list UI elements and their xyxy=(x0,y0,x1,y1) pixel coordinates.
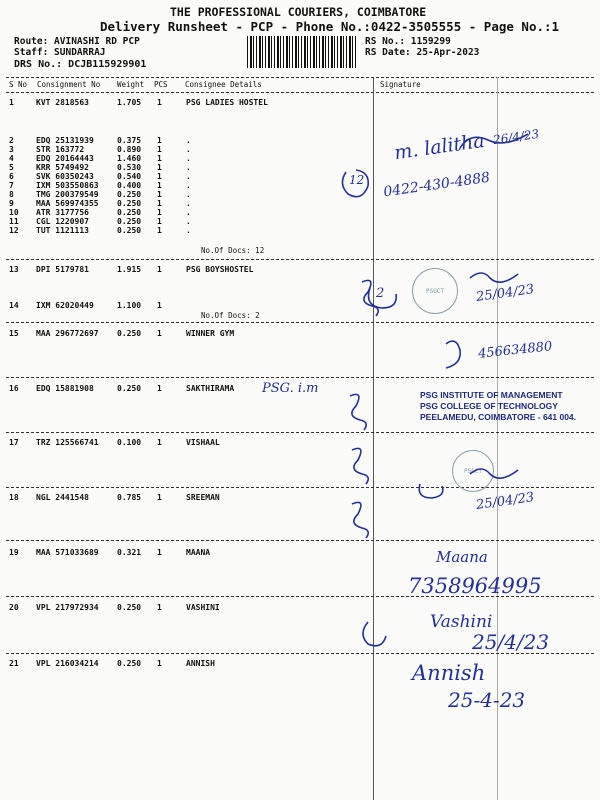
institution-stamp xyxy=(420,390,576,423)
row-pieces: 1 xyxy=(157,265,162,274)
row-consignee: SAKTHIRAMA xyxy=(186,384,235,393)
row-pieces: 1 xyxy=(157,217,162,226)
row-weight: 0.100 xyxy=(117,438,142,447)
row-serial-number: 8 xyxy=(9,190,14,199)
row-consignee-ditto: . xyxy=(186,226,191,235)
signature-phone-1: 0422-430-4888 xyxy=(382,169,492,201)
row-consignment-number: MAA 571033689 xyxy=(36,548,99,557)
row-weight: 0.250 xyxy=(117,384,142,393)
row-consignment-number: EDQ 20164443 xyxy=(36,154,94,163)
row-serial-number: 4 xyxy=(9,154,14,163)
signature-mark-3 xyxy=(446,341,460,368)
row-weight: 0.540 xyxy=(117,172,142,181)
college-seal-icon xyxy=(412,268,458,314)
row-consignee-ditto: . xyxy=(186,199,191,208)
signature-name-6: Maana xyxy=(436,548,488,566)
company-title: THE PROFESSIONAL COURIERS, COIMBATORE xyxy=(170,5,427,19)
row-consignee-ditto: . xyxy=(186,190,191,199)
row-serial-number: 3 xyxy=(9,145,14,154)
signature-count-2: 2 xyxy=(376,286,385,301)
docs-count: No.Of Docs: 2 xyxy=(201,311,260,320)
row-weight: 0.250 xyxy=(117,329,142,338)
row-weight: 0.250 xyxy=(117,226,142,235)
row-consignee: ANNISH xyxy=(186,659,215,668)
row-pieces: 1 xyxy=(157,98,162,107)
stamp-line-1: PSG INSTITUTE OF MANAGEMENT xyxy=(420,390,563,400)
row-weight: 0.400 xyxy=(117,181,142,190)
signature-brace-4 xyxy=(350,394,366,430)
group-separator xyxy=(6,540,594,541)
row-consignee-ditto: . xyxy=(186,172,191,181)
row-consignment-number: CGL 1220907 xyxy=(36,217,89,226)
row-pieces: 1 xyxy=(157,384,162,393)
rs-number: RS No.: 1159299 xyxy=(365,36,451,47)
row-serial-number: 21 xyxy=(9,659,19,668)
seal-text: PSGCT xyxy=(463,467,483,475)
col-signature: Signature xyxy=(380,80,421,89)
row-consignment-number: STR 163772 xyxy=(36,145,85,154)
row-weight: 0.250 xyxy=(117,208,142,217)
row-consignment-number: NGL 2441548 xyxy=(36,493,89,502)
row-serial-number: 16 xyxy=(9,384,19,393)
row-consignee: PSG LADIES HOSTEL xyxy=(186,98,268,107)
row-serial-number: 15 xyxy=(9,329,19,338)
group-separator xyxy=(6,487,594,488)
signature-name-4: PSG. i.m xyxy=(262,381,319,396)
row-weight: 1.915 xyxy=(117,265,142,274)
signature-phone-3: 456634880 xyxy=(477,339,554,362)
signature-column-divider xyxy=(373,77,374,800)
row-consignment-number: KVT 2818563 xyxy=(36,98,89,107)
row-consignment-number: VPL 217972934 xyxy=(36,603,99,612)
row-pieces: 1 xyxy=(157,181,162,190)
drs-number: DRS No.: DCJB115929901 xyxy=(14,59,147,70)
row-serial-number: 17 xyxy=(9,438,19,447)
row-weight: 0.250 xyxy=(117,217,142,226)
college-seal-icon xyxy=(452,450,494,492)
row-serial-number: 19 xyxy=(9,548,19,557)
row-consignment-number: SVK 60350243 xyxy=(36,172,94,181)
row-pieces: 1 xyxy=(157,154,162,163)
row-pieces: 1 xyxy=(157,199,162,208)
row-weight: 1.100 xyxy=(117,301,142,310)
row-serial-number: 18 xyxy=(9,493,19,502)
row-weight: 0.375 xyxy=(117,136,142,145)
signature-scribble-2 xyxy=(470,273,518,282)
row-consignment-number: MAA 296772697 xyxy=(36,329,99,338)
row-serial-number: 6 xyxy=(9,172,14,181)
row-consignment-number: VPL 216034214 xyxy=(36,659,99,668)
row-weight: 0.785 xyxy=(117,493,142,502)
row-consignment-number: TMG 200379549 xyxy=(36,190,99,199)
group-separator xyxy=(6,432,594,433)
row-weight: 0.250 xyxy=(117,199,142,208)
row-weight: 0.250 xyxy=(117,603,142,612)
row-pieces: 1 xyxy=(157,438,162,447)
header-rule-top xyxy=(6,77,594,78)
row-weight: 0.250 xyxy=(117,659,142,668)
stamp-line-3: PEELAMEDU, COIMBATORE - 641 004. xyxy=(420,412,577,422)
row-serial-number: 2 xyxy=(9,136,14,145)
row-pieces: 1 xyxy=(157,145,162,154)
row-pieces: 1 xyxy=(157,163,162,172)
header-rule-bottom xyxy=(6,92,594,93)
route-label: Route: AVINASHI RD PCP xyxy=(14,36,140,47)
row-serial-number: 12 xyxy=(9,226,19,235)
col-consignee: Consignee Details xyxy=(185,80,262,89)
row-pieces: 1 xyxy=(157,603,162,612)
row-consignment-number: TUT 1121113 xyxy=(36,226,89,235)
docs-count: No.Of Docs: 12 xyxy=(201,246,265,255)
sheet-title: Delivery Runsheet - PCP - Phone No.:0422-3505555 - Page No.:1 xyxy=(100,19,560,34)
signature-date-1: 26/4/23 xyxy=(492,126,541,148)
row-serial-number: 7 xyxy=(9,181,14,190)
row-weight: 1.460 xyxy=(117,154,142,163)
signature-name-1: m. lalitha xyxy=(392,129,486,165)
signature-phone-6: 7358964995 xyxy=(408,574,542,598)
signature-brace-6 xyxy=(352,502,368,538)
signature-brace-5 xyxy=(352,448,368,484)
row-pieces: 1 xyxy=(157,226,162,235)
signature-date-5: 25/04/23 xyxy=(475,490,536,513)
group-separator xyxy=(6,259,594,260)
row-consignee: MAANA xyxy=(186,548,211,557)
row-consignment-number: DPI 5179781 xyxy=(36,265,89,274)
row-serial-number: 10 xyxy=(9,208,19,217)
row-pieces: 1 xyxy=(157,548,162,557)
signature-date-8: 25-4-23 xyxy=(448,688,526,712)
row-serial-number: 9 xyxy=(9,199,14,208)
row-consignee-ditto: . xyxy=(186,136,191,145)
col-weight: Weight xyxy=(117,80,145,89)
row-consignment-number: MAA 569974355 xyxy=(36,199,99,208)
row-pieces: 1 xyxy=(157,208,162,217)
row-serial-number: 11 xyxy=(9,217,19,226)
row-consignment-number: EDQ 15881908 xyxy=(36,384,94,393)
row-pieces: 1 xyxy=(157,190,162,199)
signature-loop-7 xyxy=(363,622,386,646)
row-weight: 1.705 xyxy=(117,98,142,107)
row-serial-number: 14 xyxy=(9,301,19,310)
row-consignment-number: ATR 3177756 xyxy=(36,208,89,217)
group-separator xyxy=(6,377,594,378)
row-serial-number: 13 xyxy=(9,265,19,274)
row-consignment-number: KRR 5749492 xyxy=(36,163,89,172)
row-consignment-number: IXM 503550863 xyxy=(36,181,99,190)
row-consignee: WINNER GYM xyxy=(186,329,235,338)
col-consignment: Consignment No xyxy=(37,80,101,89)
signature-name-8: Annish xyxy=(412,661,486,685)
row-weight: 0.890 xyxy=(117,145,142,154)
row-consignee: PSG BOYSHOSTEL xyxy=(186,265,254,274)
row-consignee-ditto: . xyxy=(186,145,191,154)
row-weight: 0.321 xyxy=(117,548,142,557)
group-separator xyxy=(6,322,594,323)
rs-date: RS Date: 25-Apr-2023 xyxy=(365,47,480,58)
row-consignee: VISHAAL xyxy=(186,438,220,447)
row-weight: 0.250 xyxy=(117,190,142,199)
row-pieces: 1 xyxy=(157,329,162,338)
signature-date-7: 25/4/23 xyxy=(472,630,550,654)
row-consignee-ditto: . xyxy=(186,154,191,163)
row-serial-number: 20 xyxy=(9,603,19,612)
row-pieces: 1 xyxy=(157,136,162,145)
row-serial-number: 5 xyxy=(9,163,14,172)
row-consignment-number: EDQ 25131939 xyxy=(36,136,94,145)
row-consignee-ditto: . xyxy=(186,163,191,172)
row-pieces: 1 xyxy=(157,493,162,502)
row-pieces: 1 xyxy=(157,659,162,668)
row-consignee-ditto: . xyxy=(186,217,191,226)
signature-name-7: Vashini xyxy=(430,612,493,632)
row-consignee: VASHINI xyxy=(186,603,220,612)
row-weight: 0.530 xyxy=(117,163,142,172)
signature-count-1: 12 xyxy=(349,173,365,187)
staff-label: Staff: SUNDARRAJ xyxy=(14,47,106,58)
row-consignee-ditto: . xyxy=(186,181,191,190)
row-pieces: 1 xyxy=(157,301,162,310)
row-pieces: 1 xyxy=(157,172,162,181)
seal-text: PSGCT xyxy=(425,287,445,295)
barcode-icon xyxy=(247,36,357,68)
signature-date-2: 25/04/23 xyxy=(475,282,536,305)
row-consignee: SREEMAN xyxy=(186,493,220,502)
col-pcs: PCS xyxy=(154,80,168,89)
row-serial-number: 1 xyxy=(9,98,14,107)
row-consignment-number: TRZ 125566741 xyxy=(36,438,99,447)
row-consignee-ditto: . xyxy=(186,208,191,217)
row-consignment-number: IXM 62020449 xyxy=(36,301,94,310)
stamp-line-2: PSG COLLEGE OF TECHNOLOGY xyxy=(420,401,558,411)
col-sno: S No xyxy=(9,80,28,89)
